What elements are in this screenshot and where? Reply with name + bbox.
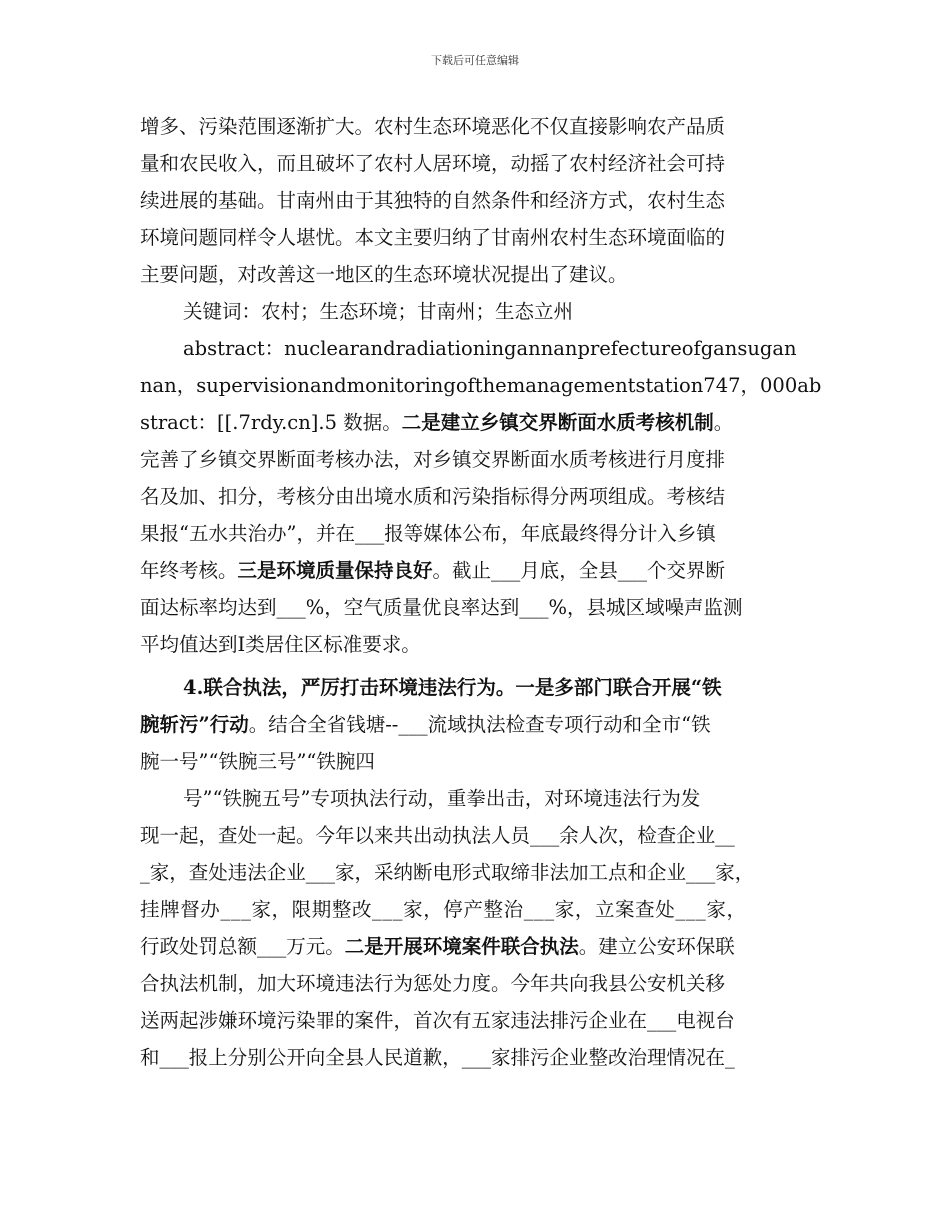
text-line xyxy=(140,478,830,515)
bold-text-segment: 三是环境质量保持良好 xyxy=(237,559,433,582)
text-segment: 果报“五水共治办”，并在___报等媒体公布，年底最终得分计入乡镇 xyxy=(140,522,716,545)
text-line xyxy=(140,108,830,145)
text-segment: 名及加、扣分，考核分由出境水质和污染指标得分两项组成。考核结 xyxy=(140,485,726,508)
text-segment: stract：[[.7rdy.cn].5 数据。 xyxy=(140,411,402,434)
page-header: 下载后可任意编辑 xyxy=(431,54,519,67)
text-segment: _家，查处违法企业___家，采纳断电形式取缔非法加工点和企业___家， xyxy=(140,861,755,884)
text-line xyxy=(140,780,830,817)
text-segment: 现一起，查处一起。今年以来共出动执法人员___余人次，检查企业__ xyxy=(140,824,735,847)
text-line xyxy=(140,1002,830,1039)
text-segment: 平均值达到Ⅰ类居住区标准要求。 xyxy=(140,633,421,656)
bold-text-segment: 腕斩污”行动 xyxy=(140,713,249,736)
text-line xyxy=(140,182,830,219)
text-line xyxy=(140,669,830,706)
text-segment: 主要问题，对改善这一地区的生态环境状况提出了建议。 xyxy=(140,263,628,286)
bold-text-segment: 二是建立乡镇交界断面水质考核机制 xyxy=(401,411,714,434)
text-segment: abstract：nuclearandradiationingannanprefectureofgansugan xyxy=(183,337,797,360)
bold-text-segment: 二是开展环境案件联合执法 xyxy=(344,935,579,958)
text-segment: 行政处罚总额___万元。 xyxy=(140,935,345,958)
text-line xyxy=(140,706,830,743)
text-line xyxy=(140,817,830,854)
text-line xyxy=(140,626,830,663)
text-segment: 。建立公安环保联 xyxy=(578,935,735,958)
text-segment: 和___报上分别公开向全县人民道歉，___家排污企业整改治理情况在_ xyxy=(140,1046,735,1069)
text-line xyxy=(140,515,830,552)
text-line xyxy=(140,293,830,330)
text-segment: 环境问题同样令人堪忧。本文主要归纳了甘南州农村生态环境面临的 xyxy=(140,226,726,249)
text-line xyxy=(140,854,830,891)
text-line xyxy=(140,441,830,478)
text-line xyxy=(140,404,830,441)
text-segment: 量和农民收入，而且破坏了农村人居环境，动摇了农村经济社会可持 xyxy=(140,152,726,175)
text-line xyxy=(140,891,830,928)
text-segment: 。截止___月底，全县___个交界断 xyxy=(432,559,726,582)
bold-text-segment: 4.联合执法，严厉打击环境违法行为。一是多部门联合开展“铁 xyxy=(183,676,722,699)
text-line xyxy=(140,145,830,182)
text-segment: 面达标率均达到___%，空气质量优良率达到___%，县城区域噪声监测 xyxy=(140,596,743,619)
text-segment: 腕一号”“铁腕三号”“铁腕四 xyxy=(140,750,375,773)
text-segment: 送两起涉嫌环境污染罪的案件，首次有五家违法排污企业在___电视台 xyxy=(140,1009,735,1032)
text-line xyxy=(140,589,830,626)
text-segment: 增多、污染范围逐渐扩大。农村生态环境恶化不仅直接影响农产品质 xyxy=(140,115,726,138)
text-line xyxy=(140,367,830,404)
text-segment: 。 xyxy=(713,411,734,434)
text-line xyxy=(140,1039,830,1076)
text-segment: 完善了乡镇交界断面考核办法，对乡镇交界断面水质考核进行月度排 xyxy=(140,448,726,471)
text-line xyxy=(140,965,830,1002)
text-segment: 合执法机制，加大环境违法行为惩处力度。今年共向我县公安机关移 xyxy=(140,972,726,995)
text-line xyxy=(140,928,830,965)
text-segment: nan，supervisionandmonitoringofthemanagementstation747，000ab xyxy=(140,374,822,397)
text-line xyxy=(140,743,830,780)
text-segment: 年终考核。 xyxy=(140,559,238,582)
text-segment: 挂牌督办___家，限期整改___家，停产整治___家，立案查处___家， xyxy=(140,898,747,921)
text-segment: 。结合全省钱塘--___流域执法检查专项行动和全市“铁 xyxy=(248,713,711,736)
text-segment: 号”“铁腕五号”专项执法行动，重拳出击，对环境违法行为发 xyxy=(183,787,701,810)
text-line xyxy=(140,219,830,256)
text-line xyxy=(140,256,830,293)
text-line xyxy=(140,330,830,367)
document-body xyxy=(140,108,830,1076)
text-segment: 关键词：农村；生态环境；甘南州；生态立州 xyxy=(183,300,574,323)
text-segment: 续进展的基础。甘南州由于其独特的自然条件和经济方式，农村生态 xyxy=(140,189,726,212)
text-line xyxy=(140,552,830,589)
